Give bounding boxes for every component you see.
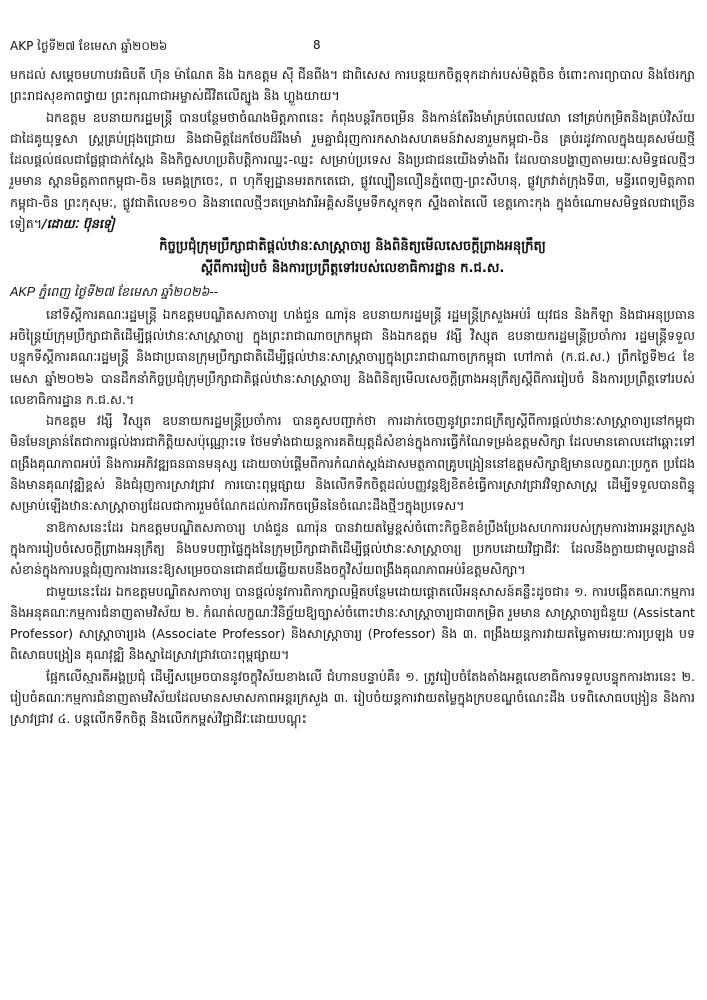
page-number: 8 <box>313 38 321 52</box>
continued-paragraph-2-text: ឯកឧត្តម ឧបនាយករដ្ឋមន្ត្រី បានបន្ថែមថាចំណងមិត្តភាពនេះ កំពុងបន្តរីកចម្រើន និងកាន់តែរឹងមាំគ្រប់ពេលវេលា នៅគ្រប់កម្រិតនិងគ្រប់វិស័យ ជាដៃគូយុទ្ធសា ស្ត្រគ្រប់ជ្រុងជ្រោយ និងជាមិត្តដែកថែបដ៏រឹងមាំ រួមគ្នាជំរុញការកសាងសហគមន៍វាសនារួមកម្ពុជា-ចិន គ្រប់រដូវកាលក្នុងយុគសម័យថ្មី ដែលផ្ដល់ផលជាផ្លែផ្កាជាក់ស្ដែង និងកិច្ចសហប្រតិបត្តិការឈ្នះ-ឈ្នះ សម្រាប់ប្រទេស និងប្រជាជនយើងទាំងពីរ ដែលបានបង្ហាញតាមរយៈសមិទ្ធផលថ្មីៗ រួមមាន ស្ពានមិត្តភាពកម្ពុជា-ចិន មេគង្គក្រចេះ, ព ហុកីឡដ្ឋានមរតកតេជោ, ផ្លូវល្បឿនលឿនភ្នំពេញ-ព្រះសីហនុ, ផ្លូវក្រវាត់ក្រុងទី៣, មន្ទីរពេទ្យមិត្តភាពកម្ពុជា-ចិន ព្រះកុសុមៈ, ផ្លូវជាតិលេខ១០ និងនាពេលថ្មីៗគម្រោងវារីអគ្គិសនីបូមទឹកស្តុកទុក ស្ទឹងតាតៃលើ ខេត្តកោះកុង ក្នុងចំណោមសមិទ្ធផលជាច្រើនទៀត។ <box>10 109 695 232</box>
author-signature: /ដោយៈ ប៊ុនទៀ <box>42 216 115 232</box>
page-header <box>10 38 697 56</box>
headline-line-2: ស្តីពីការរៀបចំ និងការប្រព្រឹត្តទៅរបស់លេខាធិការដ្ឋាន ក.ជ.ស. <box>200 261 505 277</box>
paragraph-1: នៅទីស្តីការគណៈរដ្ឋមន្ត្រី ឯកឧត្តមបណ្ឌិតសភាចារ្យ ហង់ជួន ណារ៉ុន ឧបនាយករដ្ឋមន្ត្រី រដ្ឋមន្ត្រីក្រសួងអប់រំ យុវជន និងកីឡា និងជាអនុប្រធានអចិន្ត្រៃយ៍ក្រុមប្រឹក្សាជាតិដើម្បីផ្តល់ឋានៈសាស្ត្រាចារ្យ ក្នុងព្រះរាជាណាចក្រកម្ពុជា និងឯកឧត្តម វង្សី វិស្សុត ឧបនាយករដ្ឋមន្ត្រីប្រចាំការ រដ្ឋមន្ត្រីទទួលបន្ទុកទីស្តីការគណៈរដ្ឋមន្ត្រី និងជាប្រធានក្រុមប្រឹក្សាជាតិដើម្បីផ្តល់ឋានៈសាស្ត្រាចារ្យក្នុងព្រះរាជាណាចក្រកម្ពុជា ហៅកាត់ (ក.ជ.ស.) ព្រឹកថ្ងៃទី២៤ ខែមេសា ឆ្នាំ២០២៦ បានដឹកនាំកិច្ចប្រជុំក្រុមប្រឹក្សាជាតិផ្តល់ឋានៈសាស្ត្រាចារ្យ និងពិនិត្យមើលសេចក្តីព្រាងអនុក្រឹត្យស្តីពីការរៀបចំ និងការប្រព្រឹត្តទៅរបស់លេខាធិការដ្ឋាន ក.ជ.ស.។ <box>10 306 695 407</box>
paragraph-3: នាឱកាសនេះដែរ ឯកឧត្តមបណ្ឌិតសភាចារ្យ ហង់ជួន ណារ៉ុន បានវាយតម្លៃខ្ពស់ចំពោះកិច្ចខិតខំប្រឹងប្រែងសហការរបស់ក្រុមការងារអន្តរក្រសួង ក្នុងការរៀបចំសេចក្តីព្រាងអនុក្រឹត្យ និងបទបញ្ជាផ្ទៃក្នុងនៃក្រុមប្រឹក្សាជាតិដើម្បីផ្តល់ឋានៈសាស្ត្រាចារ្យ ប្រកបដោយវិជ្ជាជីវៈ ដែលនឹងក្លាយជាមូលដ្ឋានដ៏សំខាន់ក្នុងការបន្តជំរុញការងារនេះឱ្យសម្រេចបានជោគជ័យឆ្លើយតបនឹងចក្ខុវិស័យពង្រឹងគុណភាពអប់រំឧត្តមសិក្សា។ <box>10 519 695 578</box>
headline-line-1: កិច្ចប្រជុំក្រុមប្រឹក្សាជាតិផ្តល់ឋានៈសាស្ត្រាចារ្យ និងពិនិត្យមើលសេចក្តីព្រាងអនុក្រឹត្យ <box>159 239 546 255</box>
paragraph-5: ផ្អែកលើស្មារតីអង្គប្រជុំ ដើម្បីសម្រេចបាននូវចក្ខុវិស័យខាងលើ ជំហានបន្ទាប់គឺ៖ ១. ត្រូវរៀបចំតែងតាំងអគ្គលេខាធិការទទួលបន្ទុកការងារនេះ ២. រៀបចំគណៈកម្មការជំនាញតាមវិស័យដែលមានសមាសភាពអន្តរក្រសួង ៣. រៀបចំយន្តការវាយតម្លៃក្នុងក្របខណ្ឌចំណេះដឹង បទពិសោធបង្រៀន និងការស្រាវជ្រាវ ៤. បន្តលើកទឹកចិត្ត និងលើកកម្ពស់វិជ្ជាជីវៈដោយបណ្តុះ <box>10 668 695 727</box>
article-dateline: AKP ភ្នំពេញ ថ្ងៃទី២៧ ខែមេសា ឆ្នាំ២០២៦-- <box>10 285 218 300</box>
paragraph-2: ឯកឧត្តម វង្សី វិស្សុត ឧបនាយករដ្ឋមន្ត្រីប្រចាំការ បានគូសបញ្ជាក់ថា ការដាក់ចេញនូវព្រះរាជក្រឹត្យស្តីពីការផ្តល់ឋានៈសាស្ត្រាចារ្យនៅកម្ពុជា មិនមែនគ្រាន់តែជាការផ្តល់ងារជាកិត្តិយសប៉ុណ្ណោះទេ ថែមទាំងជាយន្តការគតិយុត្តដ៏សំខាន់ក្នុងការធ្វើកំណែទម្រង់ឧត្តមសិក្សា ដែលមានគោលដៅឆ្ពោះទៅពង្រឹងគុណភាពអប់រំ និងការអភិវឌ្ឍធនធានមនុស្ស ដោយចាប់ផ្តើមពីការកំណត់ស្តង់ដាសមត្ថភាពគ្រូបង្រៀននៅឧត្តមសិក្សាឱ្យមានលក្ខណៈប្រកួត ប្រជែង និងមានគុណវុឌ្ឍិខ្ពស់ និងជំរុញការស្រាវជ្រាវ ការបោះពុម្ពផ្សាយ និងលើកទឹកចិត្តដល់បញ្ញវន្តឱ្យខិតខំធ្វើការស្រាវជ្រាវវិទ្យាសាស្ត្រ ដើម្បីទទួលបានពិន្ទុសម្រាប់ឡើងឋានៈសាស្ត្រាចារ្យដែលជាការរួមចំណែកដល់ការរីកចម្រើននៃចំណេះដឹងថ្មីៗក្នុងប្រទេស។ <box>10 413 695 514</box>
article-body <box>10 64 695 730</box>
continued-paragraph-2 <box>10 107 695 235</box>
paragraph-4: ជាមួយនេះដែរ ឯកឧត្តមបណ្ឌិតសភាចារ្យ បានផ្តល់នូវការពិភាក្សាលម្អិតបន្ថែមដោយផ្តោតលើអនុសាសន៍គន្លឹះដូចជា៖ ១. ការបង្កើតគណៈកម្មការ និងអនុគណៈកម្មការជំនាញតាមវិស័យ ២. កំណត់លក្ខណៈវិនិច្ឆ័យឱ្យច្បាស់ចំពោះឋានៈសាស្ត្រាចារ្យជា៣កម្រិត រួមមាន សាស្ត្រាចារ្យជំនួយ (Assistant Professor) សាស្ត្រាចារ្យរង (Associate Professor) និងសាស្ត្រាចារ្យ (Professor) និង ៣. ពង្រឹងយន្តការវាយតម្លៃតាមរយៈការប្រឡង បទពិសោធបង្រៀន គុណវុឌ្ឍិ និងស្នាដៃស្រាវជ្រាវបោះពុម្ពផ្សាយ។ <box>10 583 695 663</box>
header-dateline: AKP ថ្ងៃទី២៧ ខែមេសា ឆ្នាំ២០២៦ <box>10 39 168 53</box>
article-headline <box>10 236 695 280</box>
continued-paragraph-1: មកដល់ សម្ដេចមហាបវរធិបតី ហ៊ុន ម៉ាណែត និង ឯកឧត្តម ស៊ី ជីនពីង។ ជាពិសេស ការបន្តយកចិត្តទុកដាក់របស់មិត្តចិន ចំពោះការព្យាបាល និងថែរក្សាព្រះរាជសុខភាពថ្វាយ ព្រះករុណាជាអម្ចាស់ជីវិតលើត្បូង និង ហ្លួងយាយ។ <box>10 67 695 104</box>
